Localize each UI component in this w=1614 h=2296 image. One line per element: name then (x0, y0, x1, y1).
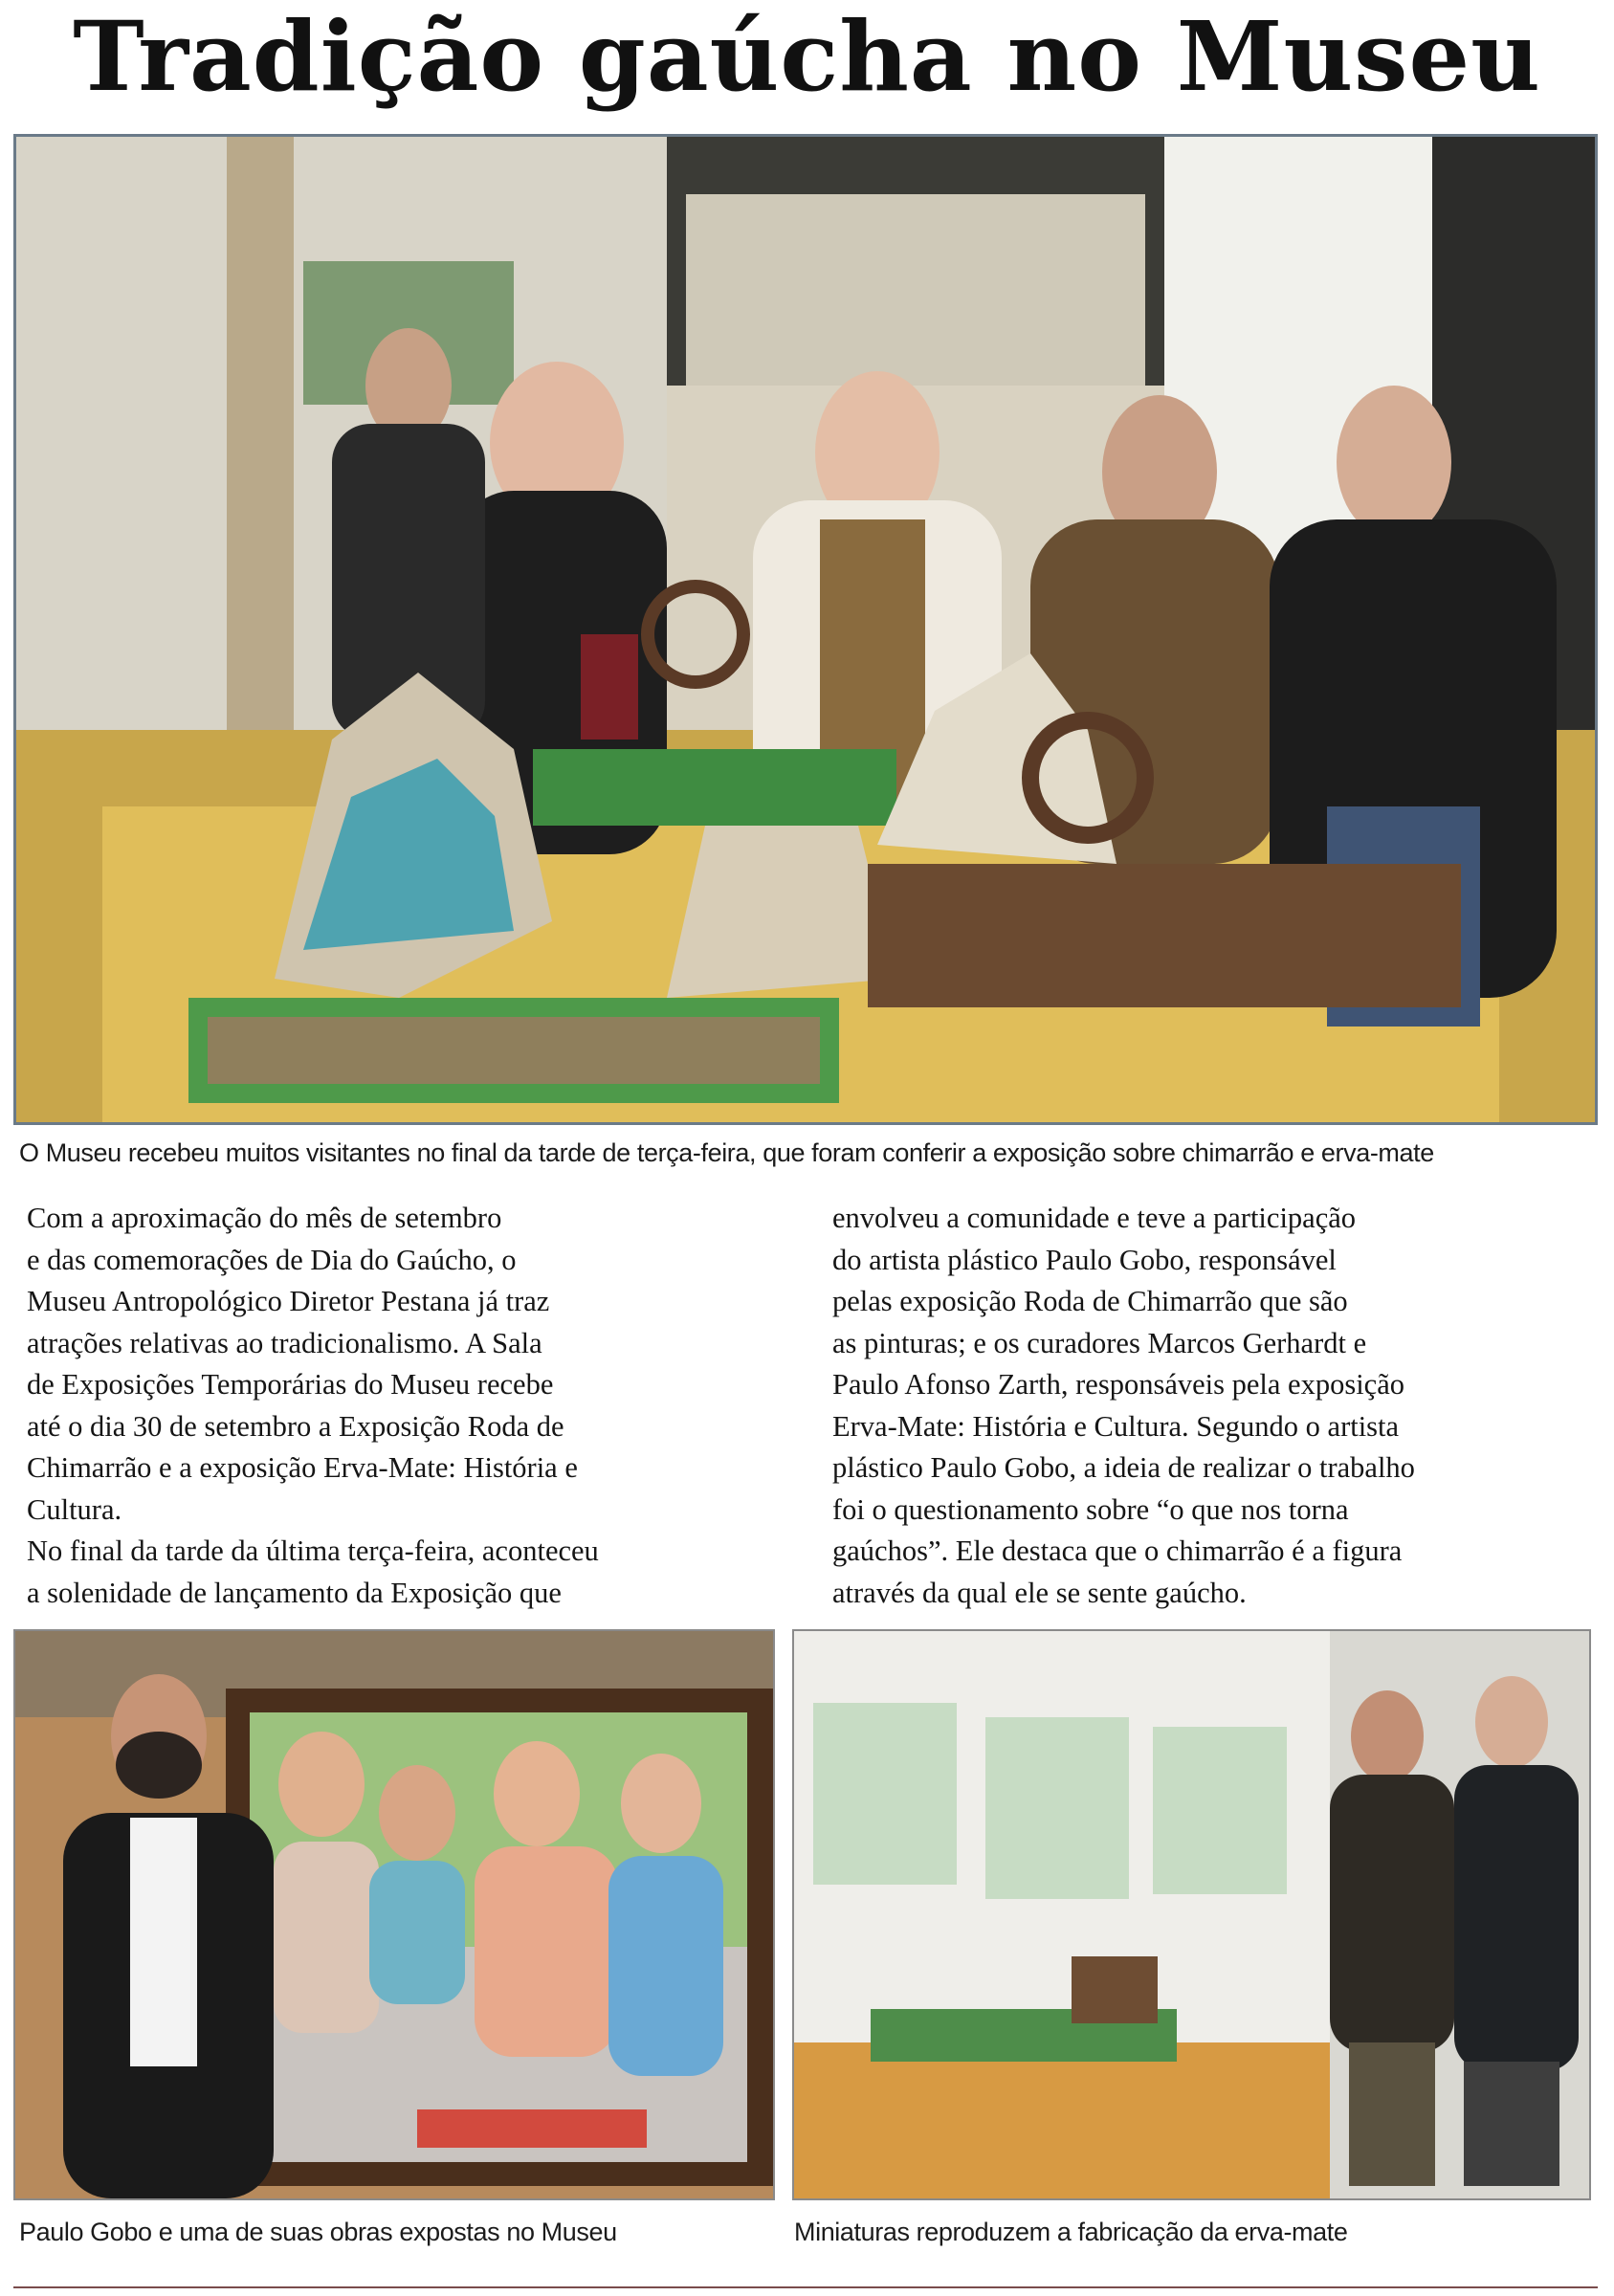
text-line: plástico Paulo Gobo, a ideia de realizar o trabalho (832, 1451, 1415, 1484)
text-line: pelas exposição Roda de Chimarrão que são (832, 1285, 1348, 1317)
photo-artist-with-painting (13, 1629, 775, 2200)
article-column-left (27, 1198, 783, 1614)
text-line: Erva-Mate: História e Cultura. Segundo o artista (832, 1409, 1400, 1443)
text-line: atrações relativas ao tradicionalismo. A Sala (27, 1326, 542, 1359)
article-column-right (832, 1198, 1598, 1614)
text-line: gaúchos”. Ele destaca que o chimarrão é a figura (832, 1534, 1403, 1567)
text-line: até o dia 30 de setembro a Exposição Roda de (27, 1409, 564, 1443)
text-line: foi o questionamento sobre “o que nos torna (832, 1492, 1349, 1526)
text-line: envolveu a comunidade e teve a participação (832, 1202, 1357, 1234)
text-line: Chimarrão e a exposição Erva-Mate: História e (27, 1451, 578, 1484)
bottom-divider (13, 2286, 1598, 2288)
text-line: No final da tarde da última terça-feira, aconteceu (27, 1534, 599, 1567)
artist-photo-caption: Paulo Gobo e uma de suas obras expostas no Museu (19, 2218, 617, 2246)
miniatures-photo-caption: Miniaturas reproduzem a fabricação da erva-mate (794, 2218, 1348, 2246)
text-line: Com a aproximação do mês de setembro (27, 1202, 502, 1234)
main-photo-caption: O Museu recebeu muitos visitantes no final da tarde de terça-feira, que foram conferir a exposição sobre chimarrão e erva-mate (19, 1138, 1434, 1167)
text-line: do artista plástico Paulo Gobo, responsável (832, 1243, 1337, 1276)
text-line: de Exposições Temporárias do Museu recebe (27, 1368, 554, 1401)
text-line: através da qual ele se sente gaúcho. (832, 1576, 1247, 1609)
text-line: e das comemorações de Dia do Gaúcho, o (27, 1243, 517, 1276)
photo-exhibition-visitors (13, 134, 1598, 1125)
headline: Tradição gaúcha no Museu (73, 0, 1541, 113)
photo-miniatures-erva-mate (792, 1629, 1591, 2200)
text-line: a solenidade de lançamento da Exposição que (27, 1576, 562, 1609)
text-line: Paulo Afonso Zarth, responsáveis pela exposição (832, 1368, 1404, 1401)
text-line: Museu Antropológico Diretor Pestana já traz (27, 1285, 550, 1317)
text-line: as pinturas; e os curadores Marcos Gerhardt e (832, 1326, 1367, 1359)
text-line: Cultura. (27, 1492, 122, 1526)
